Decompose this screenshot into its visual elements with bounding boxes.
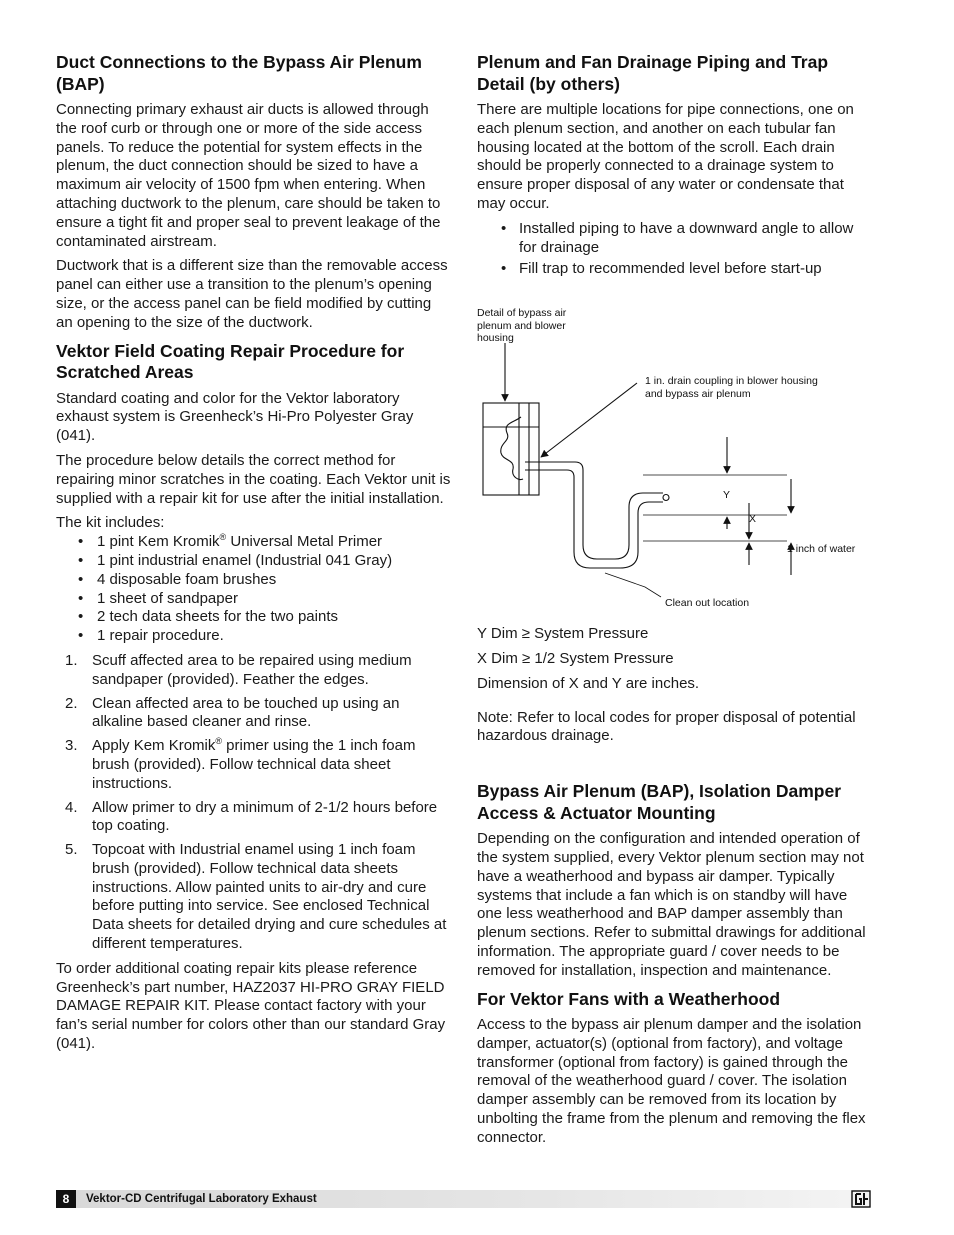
kit-item-sandpaper: • 1 sheet of sandpaper	[56, 590, 452, 609]
trap-detail-drawing	[477, 307, 873, 617]
registered-mark: ®	[219, 532, 227, 543]
footer-document-title: Vektor-CD Centrifugal Laboratory Exhaust	[86, 1193, 317, 1205]
step-text: Allow primer to dry a minimum of 2-1/2 hours before top coating.	[92, 798, 438, 835]
greenheck-logo-icon	[851, 1190, 871, 1208]
coupling-label: 1 in. drain coupling in blower housing and bypass air plenum	[645, 375, 818, 400]
cleanout-label: Clean out location	[665, 597, 750, 610]
left-column	[56, 52, 452, 1060]
repair-step-4	[56, 799, 452, 837]
step-text: Scuff affected area to be repaired using medium sandpaper (provided). Feather the edges.	[92, 651, 412, 688]
kit-item-primer	[56, 533, 452, 552]
coating-standard-paragraph: Standard coating and color for the Vektor laboratory exhaust system is Greenheck’s Hi-Pro Polyester Gray (041).	[56, 389, 414, 445]
duct-connections-paragraph-1: Connecting primary exhaust air ducts is allowed through the roof curb or through one or more of the side access panels. To reduce the potential for system effects in the plenum, the duct connection should be sized to have a maximum air velocity of 1500 fpm when entering. When attaching ductwork to the plenum, care should be taken to ensure a tight fit and proper seal to prevent leakage of the contaminated airstream.	[56, 101, 441, 250]
kit-item-primer-text-a: 1 pint Kem Kromik	[97, 533, 220, 551]
step-text: Clean affected area to be touched up using an alkaline based cleaner and rinse.	[92, 694, 400, 731]
repair-step-1	[56, 652, 452, 690]
break-line	[501, 417, 523, 480]
dimension-units: Dimension of X and Y are inches.	[477, 674, 700, 692]
duct-connections-heading: Duct Connections to the Bypass Air Plenum (BAP)	[56, 52, 422, 94]
detail-label: Detail of bypass air plenum and blower housing	[477, 307, 567, 345]
step-text: Topcoat with Industrial enamel using 1 inch foam brush (provided). Follow technical data sheets instructions. Allow painted units to air-dry and cure before putting into service. See enclosed Technical Data sheets for detailed drying and cure schedules at different temperatures.	[92, 841, 447, 953]
step-text-a: Apply Kem Kromik	[92, 737, 216, 755]
coating-procedure-paragraph: The procedure below details the correct method for repairing minor scratches in the coating. Each Vektor unit is supplied with a repair kit for use after the initial installation.	[56, 451, 451, 507]
disposal-note: Note: Refer to local codes for proper disposal of potential hazardous drainage.	[477, 708, 856, 745]
y-dimension-label: Y	[723, 489, 731, 502]
drainage-paragraph: There are multiple locations for pipe connections, one on each plenum section, and another on each tubular fan housing located at the bottom of the scroll. Each drain should be properly connected to a drainage system to ensure proper disposal of any water or condensate that may occur.	[477, 101, 854, 212]
repair-step-5	[56, 841, 452, 954]
repair-step-3	[56, 737, 452, 793]
kit-item-primer-text-b: Universal Metal Primer	[226, 533, 383, 551]
weatherhood-paragraph: Access to the bypass air plenum damper and the isolation damper, actuator(s) (optional from factory), and voltage transformer (optional from factory) is gained through the removal of the weatherhood guard / cover. The isolation damper assembly can be removed from its location by unbolting the frame from the plenum and removing the flex connector.	[477, 1016, 866, 1146]
page-number: 8	[56, 1190, 76, 1208]
kit-item-enamel: • 1 pint industrial enamel (Industrial 041 Gray)	[56, 552, 452, 571]
drainage-heading: Plenum and Fan Drainage Piping and Trap Detail (by others)	[477, 52, 829, 94]
water-level-label: 1 inch of water	[787, 543, 856, 556]
repair-steps	[56, 652, 452, 954]
bap-access-paragraph: Depending on the configuration and intended operation of the system supplied, every Vektor plenum section may not have a weatherhood and bypass air damper. Typically systems that include a fan which is on standby will have one less weatherhood and BAP damper assembly than plenum sections. Refer to submittal drawings for additional information. The appropriate guard / cover needs to be removed for installation, inspection and maintenance.	[477, 830, 866, 979]
x-dimension-label: X	[749, 513, 757, 526]
kit-item-brushes: • 4 disposable foam brushes	[56, 571, 452, 590]
pipe-end	[663, 495, 669, 501]
y-dimension-rule: Y Dim ≥ System Pressure	[477, 625, 649, 643]
step-text-b: primer using the 1 inch foam brush (provided). Follow technical data sheet instructions.	[92, 737, 416, 792]
step-number: 3.	[65, 737, 78, 755]
step-number: 2.	[65, 694, 78, 712]
repair-step-2	[56, 695, 452, 733]
right-column	[477, 52, 873, 1154]
step-number: 1.	[65, 651, 78, 669]
kit-intro: The kit includes:	[56, 514, 165, 532]
duct-connections-paragraph-2: Ductwork that is a different size than the removable access panel can either use a transition to the plenum’s opening size, or the access panel can be field modified by cutting an opening to the size of the ductwork.	[56, 257, 448, 331]
kit-item-procedure: • 1 repair procedure.	[56, 627, 452, 646]
housing-box	[483, 403, 539, 495]
coupling-arrow	[541, 383, 637, 457]
trap-detail-diagram	[477, 307, 873, 617]
step-number: 4.	[65, 798, 78, 816]
weatherhood-heading: For Vektor Fans with a Weatherhood	[477, 988, 781, 1009]
kit-item-data-sheets: • 2 tech data sheets for the two paints	[56, 608, 452, 627]
drainage-bullet-angle: • Installed piping to have a downward angle to allow for drainage	[477, 220, 873, 258]
coating-repair-heading: Vektor Field Coating Repair Procedure for Scratched Areas	[56, 340, 405, 383]
x-dimension-rule: X Dim ≥ 1/2 System Pressure	[477, 649, 674, 667]
kit-list	[56, 533, 452, 646]
bap-access-heading: Bypass Air Plenum (BAP), Isolation Damper Access & Actuator Mounting	[477, 781, 842, 823]
drainage-bullet-fill-trap: • Fill trap to recommended level before start-up	[477, 260, 873, 279]
order-kits-paragraph: To order additional coating repair kits please reference Greenheck’s part number, HAZ2037 HI-PRO GRAY FIELD DAMAGE REPAIR KIT. Please contact factory with your fan’s serial number for colors other than our standard Gray (041).	[56, 959, 446, 1053]
step-number: 5.	[65, 841, 78, 859]
drainage-list	[477, 220, 873, 279]
registered-mark: ®	[215, 736, 223, 747]
